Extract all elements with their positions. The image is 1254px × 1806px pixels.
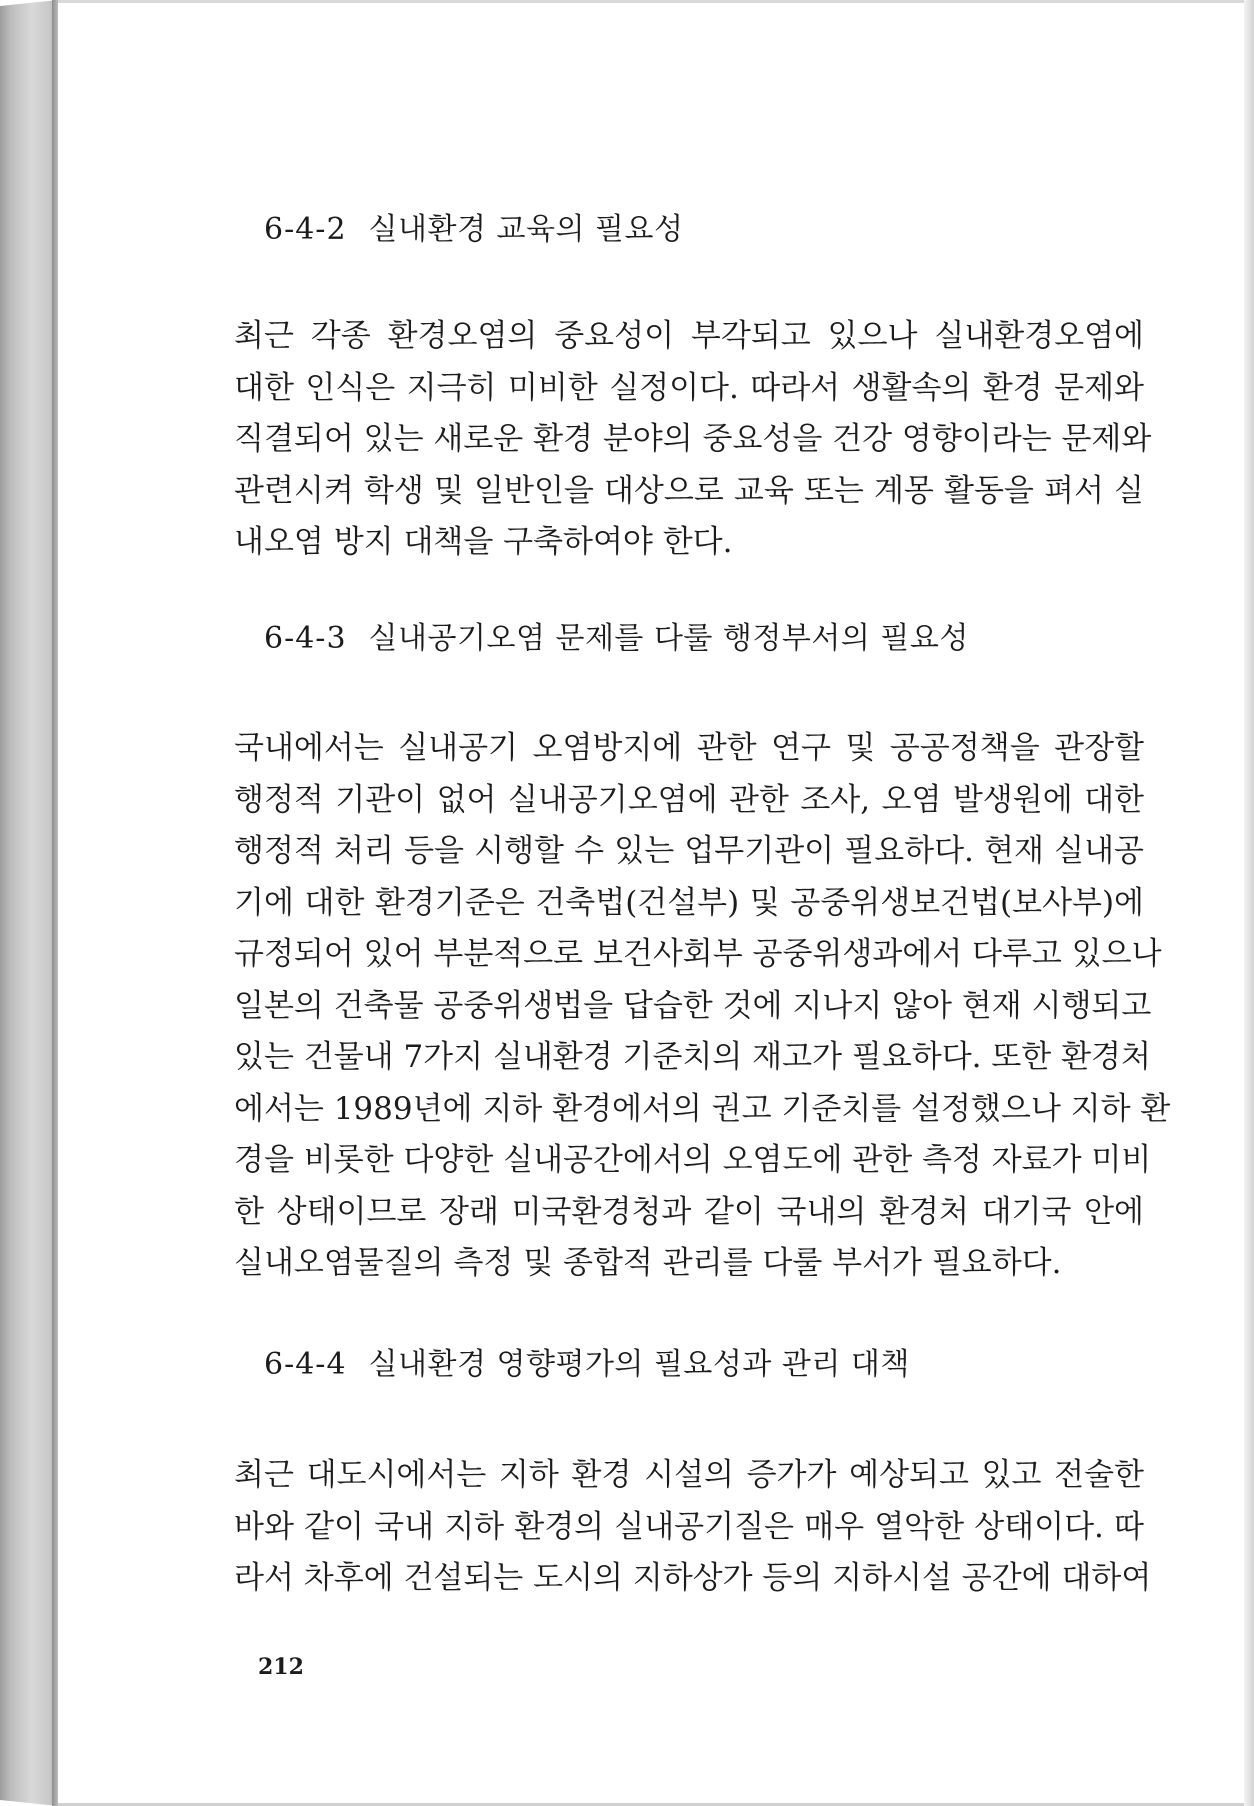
paragraph-line: 행정적 처리 등을 시행할 수 있는 업무기관이 필요하다. 현재 실내공	[234, 833, 1144, 869]
paragraph-line: 최근 대도시에서는 지하 환경 시설의 증가가 예상되고 있고 전술한	[234, 1457, 1144, 1493]
paragraph-line: 직결되어 있는 새로운 환경 분야의 중요성을 건강 영향이라는 문제와	[234, 421, 1152, 457]
paragraph-line: 내오염 방지 대책을 구축하여야 한다.	[234, 524, 733, 560]
paragraph-line: 라서 차후에 건설되는 도시의 지하상가 등의 지하시설 공간에 대하여	[234, 1560, 1152, 1596]
paragraph-line: 일본의 건축물 공중위생법을 답습한 것에 지나지 않아 현재 시행되고	[234, 987, 1152, 1024]
paragraph-line: 최근 각종 환경오염의 중요성이 부각되고 있으나 실내환경오염에	[234, 318, 1144, 354]
section-paragraph-6-4-4	[234, 1450, 1152, 1605]
section-number: 6-4-2	[264, 212, 347, 247]
page-sheet	[58, 3, 1244, 1803]
section-paragraph-6-4-2	[234, 311, 1152, 569]
book-spine	[0, 0, 58, 1806]
paragraph-line: 경을 비롯한 다양한 실내공간에서의 오염도에 관한 측정 자료가 미비	[234, 1142, 1152, 1178]
section-heading-6-4-4	[264, 1345, 910, 1385]
paragraph-line: 관련시켜 학생 및 일반인을 대상으로 교육 또는 계몽 활동을 펴서 실	[234, 472, 1144, 509]
paragraph-line: 규정되어 있어 부분적으로 보건사회부 공중위생과에서 다루고 있으나	[234, 936, 1162, 972]
paragraph-line: 국내에서는 실내공기 오염방지에 관한 연구 및 공공정책을 관장할	[234, 730, 1144, 766]
section-number: 6-4-4	[264, 1347, 347, 1382]
page-number: 212	[258, 1654, 304, 1680]
paragraph-line: 있는 건물내 7가지 실내환경 기준치의 재고가 필요하다. 또한 환경처	[234, 1039, 1151, 1075]
paragraph-line: 한 상태이므로 장래 미국환경청과 같이 국내의 환경처 대기국 안에	[234, 1193, 1144, 1230]
section-title: 실내환경 영향평가의 필요성과 관리 대책	[368, 1347, 910, 1382]
section-paragraph-6-4-3	[234, 723, 1171, 1290]
paragraph-line: 실내오염물질의 측정 및 종합적 관리를 다룰 부서가 필요하다.	[234, 1245, 1062, 1281]
paragraph-line: 바와 같이 국내 지하 환경의 실내공기질은 매우 열악한 상태이다. 따	[234, 1508, 1144, 1545]
section-title: 실내공기오염 문제를 다룰 행정부서의 필요성	[368, 621, 969, 656]
paragraph-line: 기에 대한 환경기준은 건축법(건설부) 및 공중위생보건법(보사부)에	[234, 884, 1144, 921]
paragraph-line: 행정적 기관이 없어 실내공기오염에 관한 조사, 오염 발생원에 대한	[234, 781, 1144, 818]
paragraph-line: 대한 인식은 지극히 미비한 실정이다. 따라서 생활속의 환경 문제와	[234, 369, 1144, 406]
right-edge-shadow	[1244, 0, 1254, 1806]
section-number: 6-4-3	[264, 621, 347, 656]
section-heading-6-4-2	[264, 210, 683, 250]
paragraph-line: 에서는 1989년에 지하 환경에서의 권고 기준치를 설정했으나 지하 환	[234, 1090, 1171, 1127]
section-heading-6-4-3	[264, 619, 969, 659]
section-title: 실내환경 교육의 필요성	[368, 212, 684, 247]
